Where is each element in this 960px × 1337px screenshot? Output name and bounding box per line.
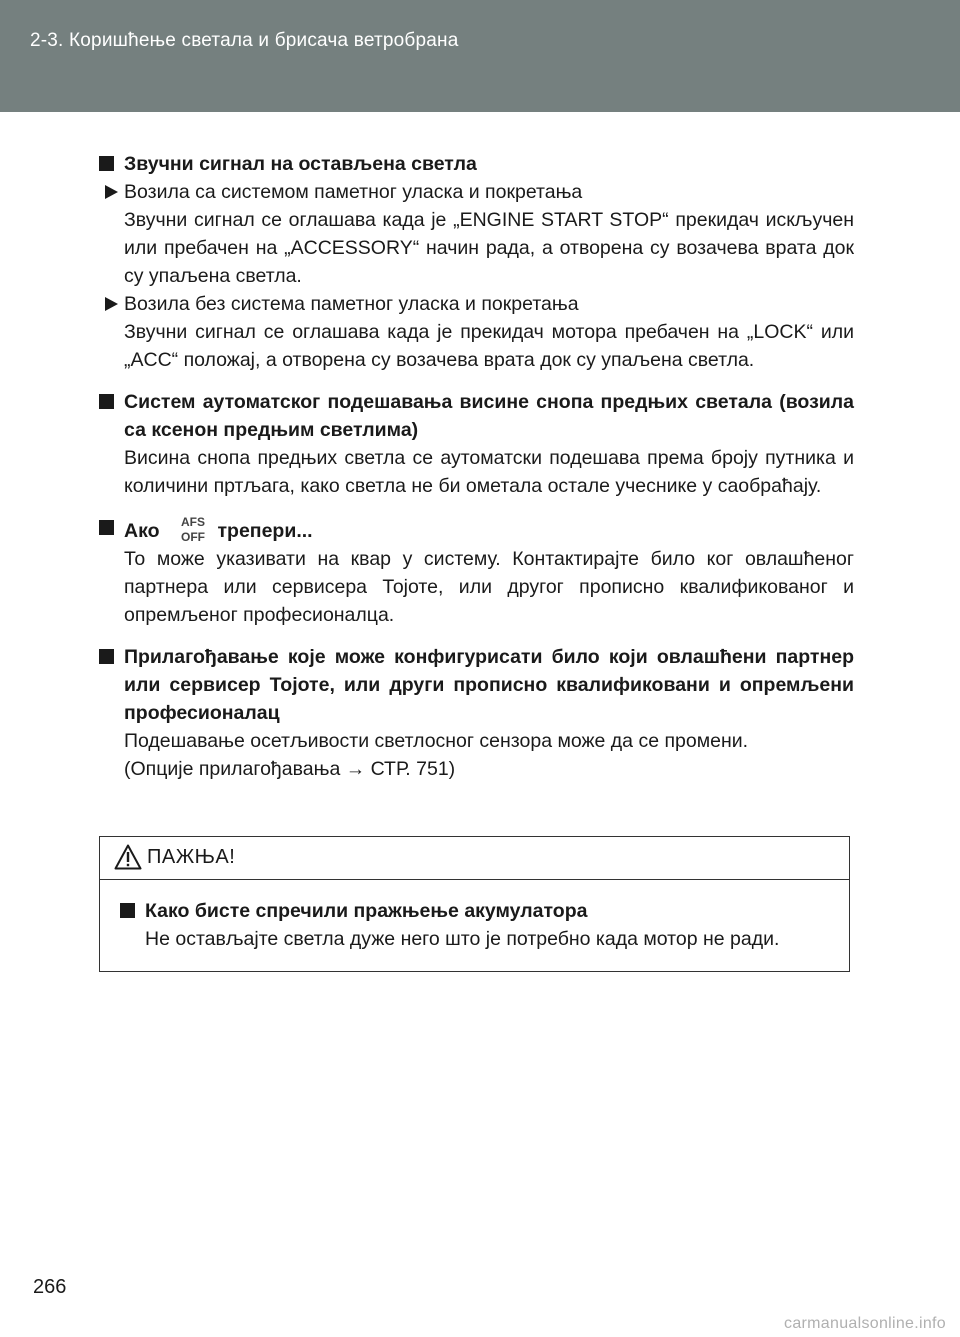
caution-item-text: Не остављајте светла дуже него што је потребно када мотор не ради. [145, 928, 780, 950]
paragraph: Подешавање осетљивости светлосног сензора може да се промени. [124, 730, 749, 752]
main-content [99, 150, 854, 797]
square-bullet-icon [99, 156, 114, 171]
paragraph: Висина снопа предњих светла се аутоматски подешава према броју путника и количини пртљага, како светла не би ометала остале учеснике у саобраћају. [124, 447, 854, 497]
section-heading: Систем аутоматског подешавања висине снопа предњих светала (возила са ксенон предњим светлима) [99, 388, 854, 444]
svg-text:AFS: AFS [180, 515, 205, 529]
subheading-smart-entry: Возила са системом паметног уласка и покретања [99, 178, 854, 206]
watermark: carmanualsonline.info [784, 1315, 946, 1332]
warning-triangle-icon [114, 844, 142, 870]
section-heading: Ако AFS OFF трепери... [99, 514, 854, 545]
paragraph: То може указивати на квар у систему. Контактирајте било ког овлашћеног партнера или сервисера Тојоте, или другог прописно квалификованог и опремљеног професионалца. [124, 548, 854, 626]
triangle-bullet-icon [105, 297, 118, 311]
svg-text:OFF: OFF [180, 530, 205, 544]
afs-off-indicator-icon [178, 514, 208, 544]
paragraph: Звучни сигнал се оглашава када је прекидач мотора пребачен на „LOCK“ или „ACC“ положај, а отворена су возачева врата док су упаљена светла. [124, 321, 854, 371]
square-bullet-icon [120, 903, 135, 918]
caution-box [99, 836, 850, 972]
paragraph: Звучни сигнал се оглашава када је „ENGINE START STOP“ прекидач искључен или пребачен на „ACCESSORY“ начин рада, а отворена су возачева врата док су упаљена светла. [124, 209, 854, 287]
section-lights-on-buzzer [99, 150, 854, 374]
caution-item-heading: Како бисте спречили пражњење акумулатора [120, 897, 840, 925]
caution-title: ПАЖЊА! [147, 846, 236, 868]
caution-content [120, 897, 840, 953]
caution-header [100, 837, 849, 880]
section-heading: Звучни сигнал на остављена светла [99, 150, 854, 178]
square-bullet-icon [99, 649, 114, 664]
section-auto-leveling [99, 388, 854, 500]
triangle-bullet-icon [105, 185, 118, 199]
page-header [0, 0, 960, 112]
page-number: 266 [33, 1276, 67, 1298]
section-customization [99, 643, 854, 783]
section-afs-flashing [99, 514, 854, 629]
header-title: 2-3. Коришћење светала и брисача ветробрана [30, 30, 459, 51]
square-bullet-icon [99, 394, 114, 409]
subheading-no-smart-entry: Возила без система паметног уласка и покретања [99, 290, 854, 318]
section-heading: Прилагођавање које може конфигурисати било који овлашћени партнер или сервисер Тојоте, или други прописно квалификовани и опремљени професионалац [99, 643, 854, 727]
page-reference: (Опције прилагођавања → СТР. 751) [124, 758, 456, 780]
square-bullet-icon [99, 520, 114, 535]
